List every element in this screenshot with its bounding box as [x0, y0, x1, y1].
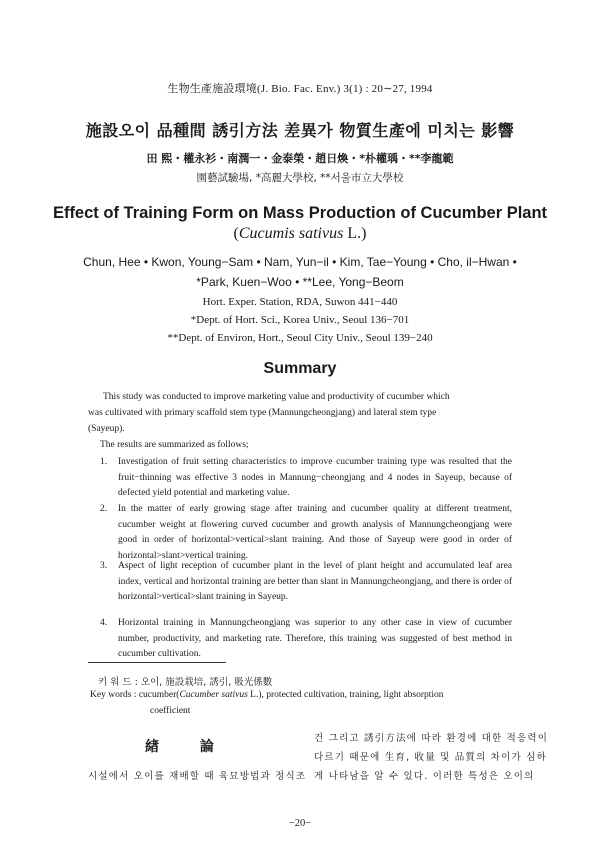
- keywords-english-value-rest: L.), protected cultivation, training, light absorption: [247, 690, 444, 700]
- results-lead: The results are summarized as follows;: [100, 440, 249, 450]
- result-item-number: 1.: [100, 457, 108, 467]
- page-number: −20−: [288, 818, 312, 829]
- affiliations-korean: 園藝試驗場, *高麗大學校, **서울市立大學校: [196, 172, 404, 184]
- affiliation-english-2: *Dept. of Hort. Sci., Korea Univ., Seoul 136−701: [190, 314, 410, 326]
- keywords-korean-value: 오이, 施設栽培, 誘引, 吸光係數: [140, 677, 273, 688]
- result-item-number: 3.: [100, 561, 108, 571]
- affiliation-english-1: Hort. Exper. Station, RDA, Suwon 441−440: [202, 296, 398, 308]
- result-item-number: 4.: [100, 618, 108, 628]
- summary-intro-line-2: was cultivated with primary scaffold stem type (Mannungcheongjang) and lateral stem type: [88, 408, 437, 418]
- body-right-line-2: 다르기 때문에 生育, 收量 및 品質의 차이가 심하: [314, 752, 547, 763]
- authors-english-line-2: *Park, Kuen−Woo • **Lee, Yong−Beom: [196, 275, 404, 289]
- result-item-4: [100, 616, 512, 663]
- result-item-3: [100, 559, 512, 606]
- keywords-english-value: cucumber(: [138, 690, 180, 700]
- affiliation-english-3: **Dept. of Environ, Hort., Seoul City Univ., Seoul 139−240: [167, 332, 433, 344]
- body-right-line-3: 게 나타남을 알 수 있다. 이러한 특성은 오이의: [314, 771, 535, 782]
- section-heading-introduction: 緖 論: [145, 739, 232, 755]
- keywords-english-label: Key words :: [90, 690, 137, 700]
- result-item-text: In the matter of early growing stage after training and cucumber quality at different treatment, cucumber weight at flowering curved cucumber and growth analysis of Mannungcheongjang were good in order of horizontal>vertical>slant training. And those of Sayeup were good in order of horizontal>slant>vertical training.: [118, 504, 512, 561]
- result-item-text: Investigation of fruit setting characteristics to improve cucumber training type was resulted that the fruit−thinning was effective 3 nodes in Mannung−cheongjang and 4 nodes in Sayeup, because of defected yield potential and marketing value.: [118, 457, 512, 498]
- keywords-divider: [88, 662, 226, 663]
- running-head: 生物生產施設環境(J. Bio. Fac. Env.) 3(1) : 20∼27, 1994: [167, 83, 433, 95]
- title-english-scientific-name: (Cucumis sativus L.): [233, 225, 367, 242]
- keywords-korean-label: 키 워 드 :: [98, 677, 138, 688]
- keywords-korean: [98, 674, 272, 688]
- keywords-english-scientific: Cucumber sativus: [179, 690, 248, 700]
- summary-intro-line-1: This study was conducted to improve marketing value and productivity of cucumber which: [103, 392, 450, 402]
- result-item-1: [100, 455, 512, 502]
- keywords-english: [90, 690, 444, 700]
- result-item-text: Horizontal training in Mannungcheongjang was superior to any other case in view of cucumber number, productivity, and marketing rate. Therefore, this training was suggested of best method in cucumber cultivation.: [118, 618, 512, 659]
- title-english: Effect of Training Form on Mass Production of Cucumber Plant: [52, 204, 548, 222]
- result-item-number: 2.: [100, 504, 108, 514]
- keywords-english-continued: coefficient: [150, 706, 191, 716]
- body-right-line-1: 건 그리고 誘引方法에 따라 환경에 대한 적응력이: [314, 733, 549, 744]
- summary-intro-line-3: (Sayeup).: [88, 424, 125, 434]
- summary-heading: Summary: [263, 360, 337, 377]
- result-item-2: [100, 502, 512, 564]
- result-item-text: Aspect of light reception of cucumber plant in the level of plant height and accumulated leaf area index, vertical and horizontal training are better than slant in Mannungcheongjang, and there is order of horizontal>vertical>slant training in Sayeup.: [118, 561, 512, 602]
- authors-korean: 田 熙・權永衫・南潤一・金泰榮・趙日煥・*朴權瑀・**李龍範: [146, 152, 454, 165]
- body-left-line-1: 시설에서 오이를 재배할 때 육묘방법과 정식조: [88, 771, 307, 782]
- authors-english-line-1: Chun, Hee • Kwon, Young−Sam • Nam, Yun−il • Kim, Tae−Young • Cho, il−Hwan •: [83, 255, 517, 269]
- title-korean: 施設오이 品種間 誘引方法 差異가 物質生產에 미치는 影響: [85, 121, 515, 140]
